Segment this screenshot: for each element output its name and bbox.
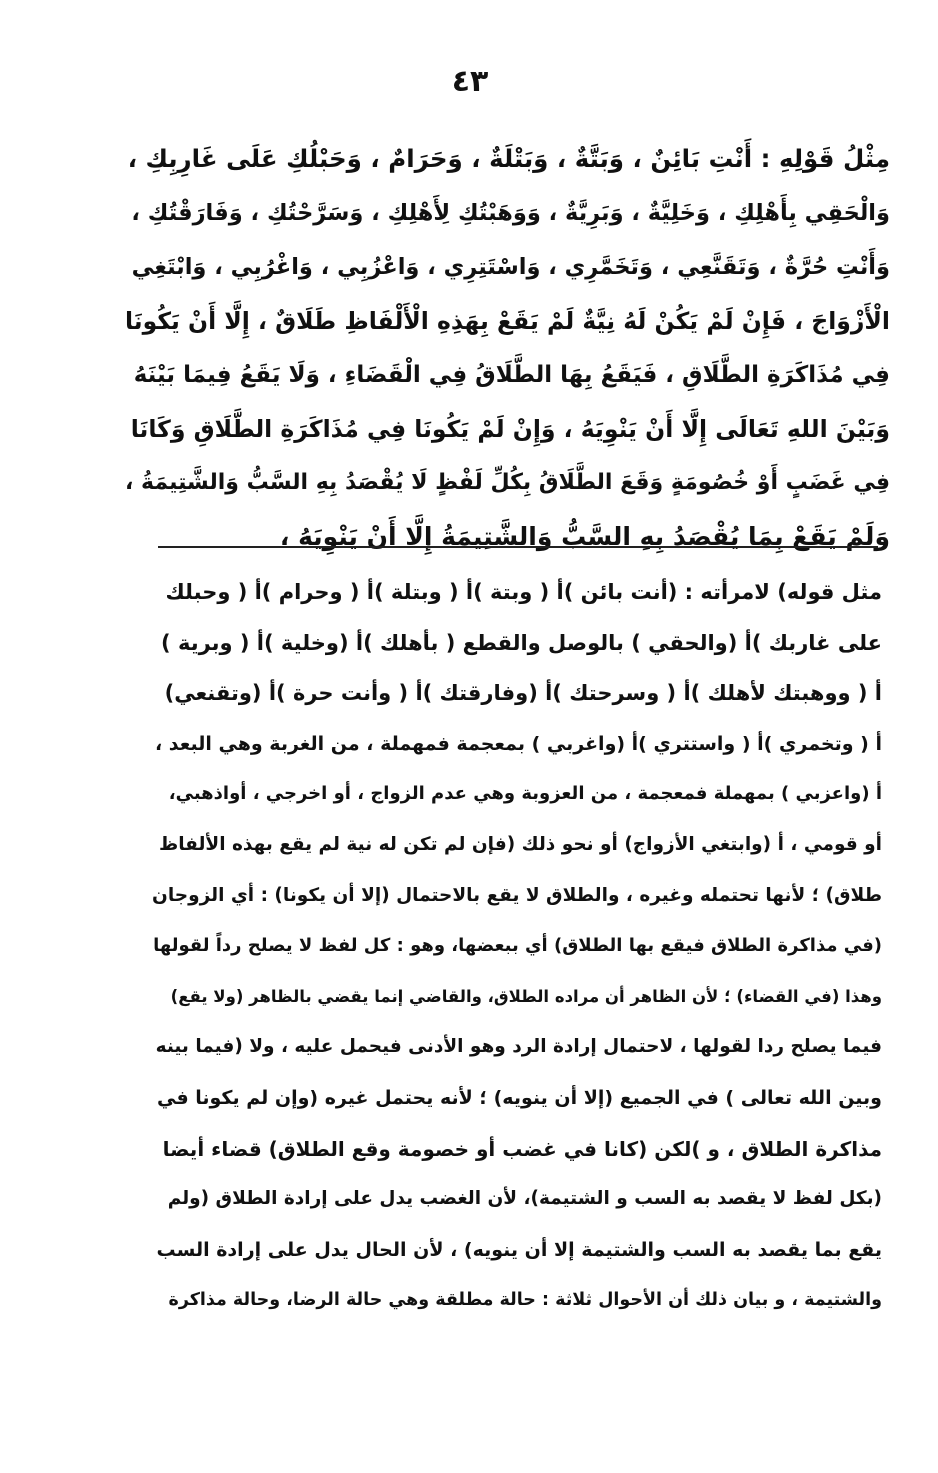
commentary-line: أو قومي ، أ (وابتغي الأزواج) أو نحو ذلك (فإن لم تكن له نية لم يقع بهذه الألفاظ xyxy=(159,833,882,855)
commentary-line: طلاق) ؛ لأنها تحتمله وغيره ، والطلاق لا يقع بالاحتمال (إلا أن يكونا) : أي الزوجان xyxy=(152,884,882,906)
commentary-line: على غاربك )أ (والحقي ) بالوصل والقطع ( بأهلك )أ (وخلية )أ ( وبرية ) xyxy=(161,630,882,655)
commentary-line: وبين الله تعالى ) في الجميع (إلا أن ينويه) ؛ لأنه يحتمل غيره (وإن لم يكونا في xyxy=(156,1086,882,1109)
commentary-line: يقع بما يقصد به السب والشتيمة إلا أن ينويه) ، لأن الحال يدل على إرادة السب xyxy=(156,1238,882,1261)
separator-rule xyxy=(158,546,878,548)
commentary-line: (بكل لفظ لا يقصد به السب و الشتيمة)، لأن الغضب يدل على إرادة الطلاق (ولم xyxy=(167,1188,882,1210)
main-text-line: وَالْحَقِي بِأَهْلِكِ ، وَخَلِيَّةٌ ، وَبَرِيَّةٌ ، وَوَهَبْتُكِ لِأَهْلِكِ ، وَسَرَّحْتُكِ ، وَفَارَقْتُكِ ، xyxy=(131,200,890,226)
commentary-line: مثل قوله) لامرأته : (أنت بائن )أ ( وبتة )أ ( وبتلة )أ ( وحرام )أ ( وحبلك xyxy=(165,580,882,604)
commentary-line: (في مذاكرة الطلاق فيقع بها الطلاق) أي ببعضها، وهو : كل لفظ لا يصلح رداً لقولها xyxy=(153,935,882,957)
main-text-line: وَلَمْ يَقَعْ بِمَا يُقْصَدُ بِهِ السَّبُّ وَالشَّتِيمَةُ إِلَّا أَنْ يَنْوِيَهُ ، xyxy=(279,522,890,551)
commentary-line: أ ( وتخمري )أ ( واستتري )أ (واغربي ) بمعجمة فمهملة ، من الغربة وهي البعد ، xyxy=(154,732,882,755)
commentary-line: أ (واعزبي ) بمهملة فمعجمة ، من العزوبة وهي عدم الزواج ، أو اخرجي ، أواذهبي، xyxy=(168,783,882,805)
commentary-notes xyxy=(150,567,882,1326)
commentary-line: وهذا (في القضاء) ؛ لأن الظاهر أن مراده الطلاق، والقاضي إنما يقضي بالظاهر (ولا يقع) xyxy=(170,986,882,1006)
page-number: ٤٣ xyxy=(451,64,489,99)
main-text-line: الْأَزْوَاجَ ، فَإِنْ لَمْ يَكُنْ لَهُ نِيَّةٌ لَمْ يَقَعْ بِهَذِهِ الْأَلْفَاظِ طَلَاقٌ ، إِلَّا أَنْ يَكُونَا xyxy=(124,307,890,335)
main-text-line: وَأَنْتِ حُرَّةٌ ، وَتَقَنَّعِي ، وَتَخَمَّرِي ، وَاسْتَتِرِي ، وَاعْزُبِي ، وَاغْرُبِي ، وَابْتَغِي xyxy=(131,254,890,280)
main-text-line: وَبَيْنَ اللهِ تَعَالَى إِلَّا أَنْ يَنْوِيَهُ ، وَإِنْ لَمْ يَكُونَا فِي مُذَاكَرَةِ الطَّلَاقِ وَكَانَا xyxy=(130,415,890,443)
commentary-line: أ ( ووهبتك لأهلك )أ ( وسرحتك )أ (وفارقتك )أ ( وأنت حرة )أ (وتقنعي) xyxy=(164,681,882,706)
commentary-line: مذاكرة الطلاق ، و )لكن (كانا في غضب أو خصومة وقع الطلاق) قضاء أيضا xyxy=(162,1136,882,1161)
main-text-line: مِثْلُ قَوْلِهِ : أَنْتِ بَائِنٌ ، وَبَتَّةٌ ، وَبَتْلَةٌ ، وَحَرَامٌ ، وَحَبْلُكِ عَلَى غَارِبِكِ ، xyxy=(127,144,890,173)
commentary-line: فيما يصلح ردا لقولها ، لاحتمال إرادة الرد وهو الأدنى فيحمل عليه ، ولا (فيما بينه xyxy=(155,1036,882,1058)
main-text-line: فِي غَضَبٍ أَوْ خُصُومَةٍ وَقَعَ الطَّلَاقُ بِكُلِّ لَفْظٍ لَا يُقْصَدُ بِهِ السَّبُّ وَالشَّتِيمَةُ ، xyxy=(124,470,890,495)
commentary-line: والشتيمة ، و بيان ذلك أن الأحوال ثلاثة : حالة مطلقة وهي حالة الرضا، وحالة مذاكرة xyxy=(168,1290,882,1311)
main-text xyxy=(118,132,890,564)
main-text-line: فِي مُذَاكَرَةِ الطَّلَاقِ ، فَيَقَعُ بِهَا الطَّلَاقُ فِي الْقَضَاءِ ، وَلَا يَقَعُ فِيمَا بَيْنَهُ xyxy=(133,362,890,388)
